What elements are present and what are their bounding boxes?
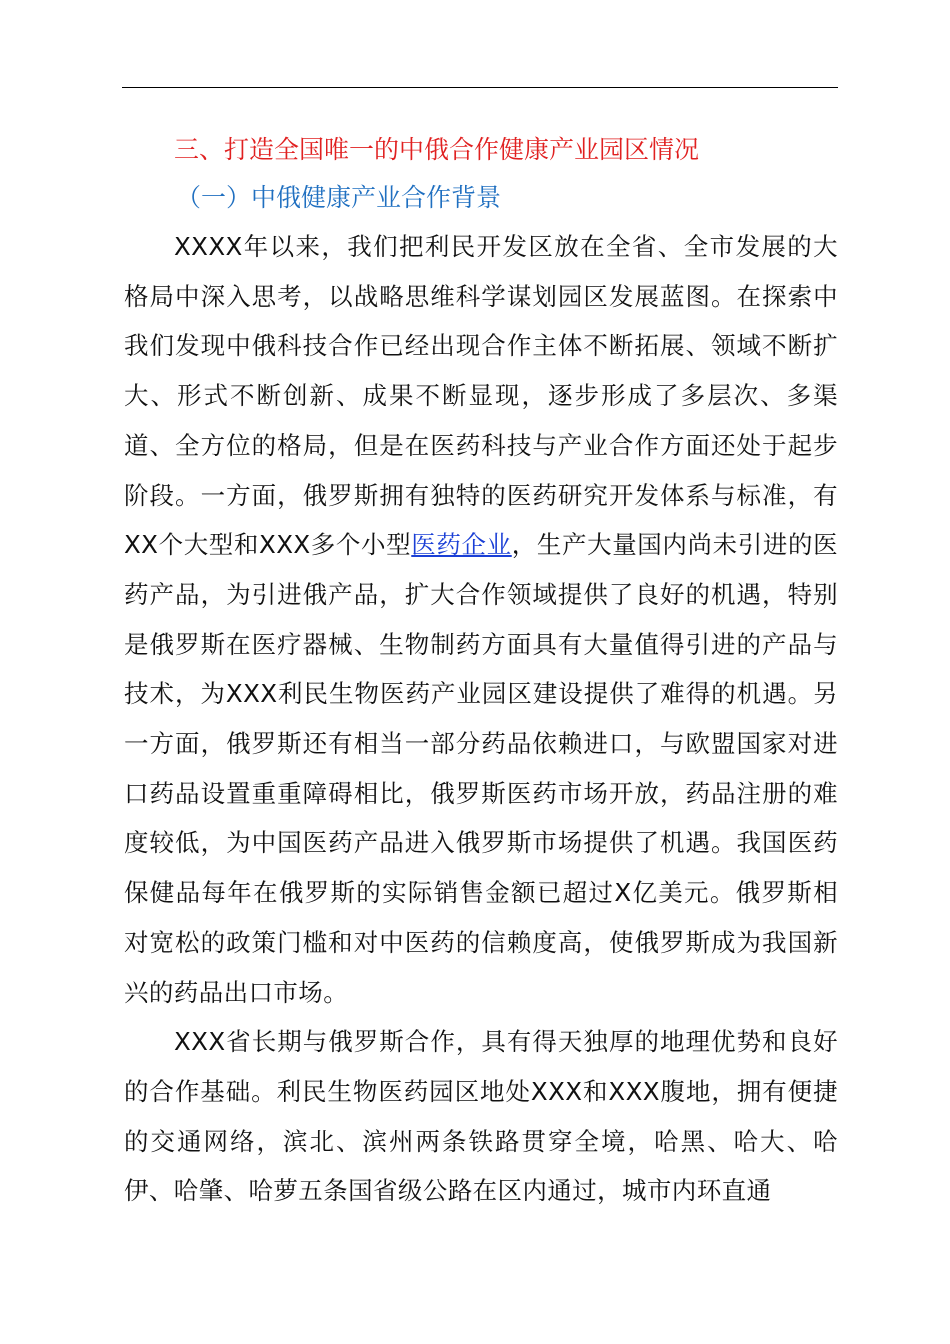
section-title: 三、打造全国唯一的中俄合作健康产业园区情况 bbox=[174, 135, 700, 164]
paragraph-geography: XXX省长期与俄罗斯合作，具有得天独厚的地理优势和良好的合作基础。利民生物医药园区地处XXX和XXX腹地，拥有便捷的交通网络，滨北、滨州两条铁路贯穿全境，哈黑、哈大、哈伊、哈肇、哈萝五条国省级公路在区内通过，城市内环直通 bbox=[124, 1027, 838, 1206]
paragraph-background bbox=[124, 222, 838, 1017]
document-body bbox=[124, 126, 838, 1216]
subsection-title: （一）中俄健康产业合作背景 bbox=[176, 183, 502, 212]
pharma-enterprise-link[interactable]: 医药企业 bbox=[411, 530, 512, 560]
header-rule bbox=[122, 87, 838, 88]
paragraph-background-part2: ，生产大量国内尚未引进的医药产品，为引进俄产品，扩大合作领域提供了良好的机遇，特别是俄罗斯在医疗器械、生物制药方面具有大量值得引进的产品与技术，为XXX利民生物医药产业园区建设提供了难得的机遇。另一方面，俄罗斯还有相当一部分药品依赖进口，与欧盟国家对进口药品设置重重障碍相比，俄罗斯医药市场开放，药品注册的难度较低，为中国医药产品进入俄罗斯市场提供了机遇。我国医药保健品每年在俄罗斯的实际销售金额已超过X亿美元。俄罗斯相对宽松的政策门槛和对中医药的信赖度高，使俄罗斯成为我国新兴的药品出口市场。 bbox=[124, 530, 839, 1007]
paragraph-background-part1: XXXX年以来，我们把利民开发区放在全省、全市发展的大格局中深入思考，以战略思维科学谋划园区发展蓝图。在探索中我们发现中俄科技合作已经出现合作主体不断拓展、领域不断扩大、形式不断创新、成果不断显现，逐步形成了多层次、多渠道、全方位的格局，但是在医药科技与产业合作方面还处于起步阶段。一方面，俄罗斯拥有独特的医药研究开发体系与标准，有XX个大型和XXX多个小型 bbox=[124, 232, 838, 560]
